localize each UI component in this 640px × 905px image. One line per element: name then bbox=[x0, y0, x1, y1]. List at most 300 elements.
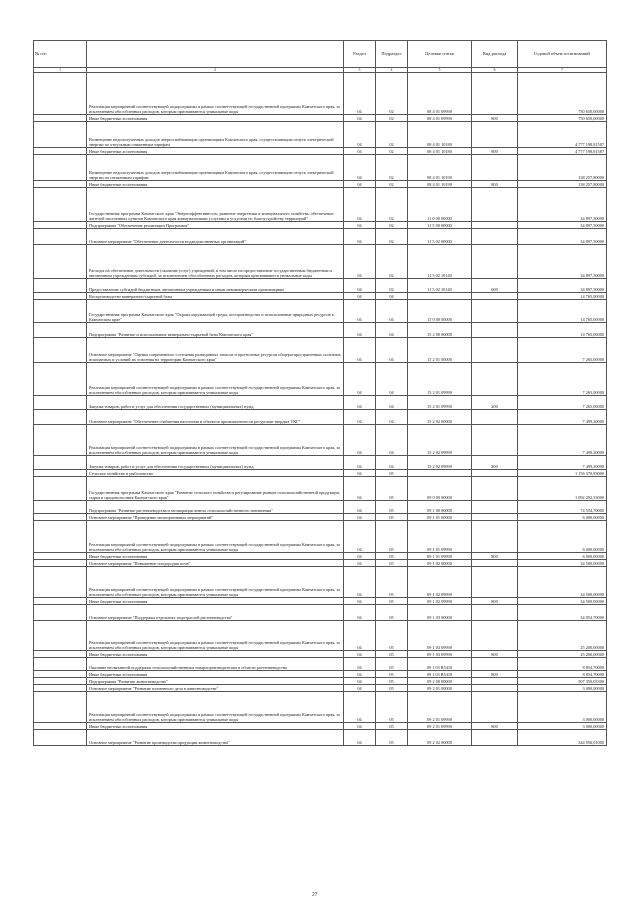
row-number-cell bbox=[34, 651, 87, 658]
row-name-cell: Основное мероприятие "Поддержка отдельных подотраслей растениеводства" bbox=[87, 605, 344, 621]
row-number-cell bbox=[34, 723, 87, 730]
row-target-article-cell: 15 0 00 00000 bbox=[408, 300, 472, 323]
row-name-cell: Закупка товаров, работ и услуг для обеспечения государственных (муниципальных) нужд bbox=[87, 456, 344, 470]
row-amount-cell: 6 000,00000 bbox=[518, 514, 607, 521]
row-podrazdel-cell: 05 bbox=[376, 678, 408, 685]
row-amount-cell: 34 054,70000 bbox=[518, 605, 607, 621]
row-name-cell: Основное мероприятие "Проведение мелиоративных мероприятий" bbox=[87, 514, 344, 521]
row-expense-type-cell bbox=[472, 293, 518, 300]
row-expense-type-cell: 200 bbox=[472, 396, 518, 410]
row-podrazdel-cell: 05 bbox=[376, 658, 408, 671]
row-razdel-cell: 04 bbox=[344, 514, 376, 521]
row-razdel-cell: 04 bbox=[344, 685, 376, 692]
row-target-article-cell: 09 1 01 00000 bbox=[408, 514, 472, 521]
row-number-cell bbox=[34, 115, 87, 122]
row-target-article-cell: 15 2 02 09990 bbox=[408, 456, 472, 470]
row-target-article-cell: 08 4 01 10190 bbox=[408, 155, 472, 181]
row-number-cell bbox=[34, 363, 87, 396]
row-razdel-cell: 04 bbox=[344, 396, 376, 410]
row-target-article-cell: 08 4 01 10190 bbox=[408, 181, 472, 188]
col-header-podrazdel: Подраздел bbox=[376, 41, 408, 68]
row-amount-cell: 14 765,00000 bbox=[518, 300, 607, 323]
table-row bbox=[34, 181, 607, 188]
table-row bbox=[34, 396, 607, 410]
row-amount-cell: 8 854,70000 bbox=[518, 658, 607, 671]
row-number-cell bbox=[34, 671, 87, 678]
row-target-article-cell: 08 4 01 10180 bbox=[408, 122, 472, 148]
row-podrazdel-cell: 05 bbox=[376, 567, 408, 598]
row-expense-type-cell bbox=[472, 73, 518, 115]
row-number-cell bbox=[34, 425, 87, 456]
row-name-cell: Иные бюджетные ассигнования bbox=[87, 181, 344, 188]
row-podrazdel-cell: 05 bbox=[376, 521, 408, 553]
row-expense-type-cell: 800 bbox=[472, 148, 518, 155]
row-name-cell: Закупка товаров, работ и услуг для обеспечения государственных (муниципальных) нужд bbox=[87, 396, 344, 410]
row-name-cell: Подпрограмма "Обеспечение реализации Программы" bbox=[87, 222, 344, 229]
table-row bbox=[34, 501, 607, 514]
row-podrazdel-cell: 02 bbox=[376, 181, 408, 188]
row-number-cell bbox=[34, 148, 87, 155]
row-podrazdel-cell: 05 bbox=[376, 730, 408, 746]
row-podrazdel-cell: 05 bbox=[376, 501, 408, 514]
row-amount-cell: 7 499,20000 bbox=[518, 456, 607, 470]
table-row bbox=[34, 553, 607, 560]
col-header-name bbox=[87, 41, 344, 68]
row-amount-cell: 14 765,00000 bbox=[518, 293, 607, 300]
row-target-article-cell: 15 2 01 00000 bbox=[408, 338, 472, 363]
row-number-cell bbox=[34, 456, 87, 470]
row-name-cell: Иные бюджетные ассигнования bbox=[87, 553, 344, 560]
table-row bbox=[34, 598, 607, 605]
row-amount-cell: 750 650,00000 bbox=[518, 115, 607, 122]
row-amount-cell: 34 500,00000 bbox=[518, 560, 607, 567]
row-podrazdel-cell: 02 bbox=[376, 188, 408, 222]
row-amount-cell: 4 777 198,81587 bbox=[518, 122, 607, 148]
table-row bbox=[34, 651, 607, 658]
row-amount-cell: 7 499,20000 bbox=[518, 425, 607, 456]
row-amount-cell: 25 200,00000 bbox=[518, 621, 607, 651]
row-amount-cell: 25 200,00000 bbox=[518, 651, 607, 658]
row-target-article-cell: 15 2 02 00000 bbox=[408, 410, 472, 425]
table-row bbox=[34, 323, 607, 338]
row-podrazdel-cell: 02 bbox=[376, 73, 408, 115]
row-name-cell: Иные бюджетные ассигнования bbox=[87, 598, 344, 605]
row-amount-cell: 3 000,00000 bbox=[518, 685, 607, 692]
row-name-cell: Основное мероприятие "Обеспечение снабжения населения и объектов промышленности ресурсами твердых ТКГ" bbox=[87, 410, 344, 425]
table-row bbox=[34, 73, 607, 115]
page-number: 27 bbox=[312, 892, 318, 898]
row-podrazdel-cell: 05 bbox=[376, 605, 408, 621]
table-row bbox=[34, 560, 607, 567]
row-name-cell: Подпрограмма "Развитие растениеводства и мелиорация земель сельскохозяйственного назначения" bbox=[87, 501, 344, 514]
row-razdel-cell: 04 bbox=[344, 651, 376, 658]
table-row bbox=[34, 425, 607, 456]
table-row bbox=[34, 477, 607, 501]
row-expense-type-cell: 800 bbox=[472, 598, 518, 605]
row-amount-cell: 34 897,50000 bbox=[518, 188, 607, 222]
row-razdel-cell: 04 bbox=[344, 222, 376, 229]
row-podrazdel-cell: 02 bbox=[376, 229, 408, 245]
row-amount-cell: 6 000,00000 bbox=[518, 521, 607, 553]
table-row bbox=[34, 279, 607, 293]
row-target-article-cell: 09 2 02 00000 bbox=[408, 730, 472, 746]
row-podrazdel-cell: 05 bbox=[376, 671, 408, 678]
row-expense-type-cell bbox=[472, 222, 518, 229]
row-razdel-cell: 04 bbox=[344, 730, 376, 746]
budget-table-sheet bbox=[33, 40, 606, 746]
row-amount-cell: 1 156 370,83000 bbox=[518, 470, 607, 477]
table-row bbox=[34, 605, 607, 621]
row-number-cell bbox=[34, 658, 87, 671]
row-number-cell bbox=[34, 553, 87, 560]
row-podrazdel-cell: 05 bbox=[376, 470, 408, 477]
row-razdel-cell: 04 bbox=[344, 477, 376, 501]
row-target-article-cell: 15 2 00 00000 bbox=[408, 323, 472, 338]
col-header-number: № п/п bbox=[34, 41, 87, 68]
table-row bbox=[34, 122, 607, 148]
table-row bbox=[34, 456, 607, 470]
row-name-cell: Реализация мероприятий соответствующей подпрограммы в рамках соответствующей государственной программы Камчатского края, за исключением обособленных расходов, которым присваиваются уникальные коды bbox=[87, 363, 344, 396]
row-amount-cell: 4 777 198,81587 bbox=[518, 148, 607, 155]
col-header-annual-amount: Годовой объем ассигнований bbox=[518, 41, 607, 68]
row-number-cell bbox=[34, 222, 87, 229]
row-razdel-cell: 04 bbox=[344, 323, 376, 338]
row-name-cell: Воспроизводство минерально-сырьевой базы bbox=[87, 293, 344, 300]
row-number-cell bbox=[34, 598, 87, 605]
row-name-cell: Основное мероприятие "Развитие производства продукции животноводства" bbox=[87, 730, 344, 746]
row-expense-type-cell: 600 bbox=[472, 279, 518, 293]
row-podrazdel-cell: 02 bbox=[376, 148, 408, 155]
row-podrazdel-cell: 04 bbox=[376, 323, 408, 338]
row-name-cell: Основное мероприятие "Повышение плодородия почв" bbox=[87, 560, 344, 567]
row-podrazdel-cell: 05 bbox=[376, 692, 408, 723]
row-razdel-cell: 04 bbox=[344, 363, 376, 396]
row-razdel-cell: 04 bbox=[344, 229, 376, 245]
row-podrazdel-cell: 02 bbox=[376, 155, 408, 181]
row-amount-cell: 34 500,00000 bbox=[518, 567, 607, 598]
row-name-cell: Реализация мероприятий соответствующей подпрограммы в рамках соответствующей государственной программы Камчатского края, за исключением обособленных расходов, которым присваиваются уникальные коды bbox=[87, 692, 344, 723]
row-number-cell bbox=[34, 521, 87, 553]
row-number-cell bbox=[34, 621, 87, 651]
row-expense-type-cell bbox=[472, 300, 518, 323]
row-expense-type-cell bbox=[472, 560, 518, 567]
row-podrazdel-cell: 05 bbox=[376, 723, 408, 730]
row-expense-type-cell bbox=[472, 188, 518, 222]
row-target-article-cell: 09 1 03 09990 bbox=[408, 621, 472, 651]
row-expense-type-cell: 800 bbox=[472, 181, 518, 188]
row-target-article-cell: 09 2 00 00000 bbox=[408, 678, 472, 685]
row-name-cell: Основное мероприятие "Обеспечение деятельности подведомственных организаций" bbox=[87, 229, 344, 245]
row-number-cell bbox=[34, 477, 87, 501]
table-row bbox=[34, 723, 607, 730]
row-name-cell: Возмещение недополученных доходов энергоснабжающим организациям Камчатского края, осуществляющим отпуск электрической энергии по отпускным сниженным тарифам bbox=[87, 122, 344, 148]
row-podrazdel-cell: 04 bbox=[376, 293, 408, 300]
row-number-cell bbox=[34, 410, 87, 425]
row-number-cell bbox=[34, 188, 87, 222]
budget-table bbox=[33, 40, 607, 746]
row-razdel-cell: 04 bbox=[344, 148, 376, 155]
table-row bbox=[34, 338, 607, 363]
table-row bbox=[34, 148, 607, 155]
table-row bbox=[34, 363, 607, 396]
row-target-article-cell: 08 4 01 09990 bbox=[408, 115, 472, 122]
row-expense-type-cell bbox=[472, 425, 518, 456]
row-expense-type-cell bbox=[472, 567, 518, 598]
row-target-article-cell: 15 2 01 09990 bbox=[408, 363, 472, 396]
row-razdel-cell: 04 bbox=[344, 293, 376, 300]
row-number-cell bbox=[34, 685, 87, 692]
row-number-cell bbox=[34, 122, 87, 148]
row-target-article-cell: 15 2 01 09990 bbox=[408, 396, 472, 410]
row-expense-type-cell: 200 bbox=[472, 456, 518, 470]
row-razdel-cell: 04 bbox=[344, 567, 376, 598]
row-expense-type-cell bbox=[472, 245, 518, 279]
table-row bbox=[34, 410, 607, 425]
row-target-article-cell: 09 1 01 09990 bbox=[408, 553, 472, 560]
row-expense-type-cell: 800 bbox=[472, 651, 518, 658]
row-number-cell bbox=[34, 692, 87, 723]
row-amount-cell: 7 265,00000 bbox=[518, 396, 607, 410]
row-target-article-cell: 09 2 01 09990 bbox=[408, 692, 472, 723]
row-amount-cell: 7 265,00000 bbox=[518, 338, 607, 363]
row-amount-cell: 7 265,00000 bbox=[518, 363, 607, 396]
table-row bbox=[34, 245, 607, 279]
row-podrazdel-cell: 04 bbox=[376, 410, 408, 425]
row-name-cell: Иные бюджетные ассигнования bbox=[87, 671, 344, 678]
row-expense-type-cell bbox=[472, 658, 518, 671]
row-podrazdel-cell: 04 bbox=[376, 300, 408, 323]
row-name-cell: Основное мероприятие "Развитие племенного дела в животноводстве" bbox=[87, 685, 344, 692]
column-number: 6 bbox=[472, 68, 518, 73]
row-amount-cell: 8 854,70000 bbox=[518, 671, 607, 678]
row-name-cell: Иные бюджетные ассигнования bbox=[87, 723, 344, 730]
row-podrazdel-cell: 05 bbox=[376, 477, 408, 501]
row-name-cell: Оказание несвязанной поддержки сельскохозяйственным товаропроизводителям в области растениеводства bbox=[87, 658, 344, 671]
row-podrazdel-cell: 05 bbox=[376, 560, 408, 567]
row-number-cell bbox=[34, 567, 87, 598]
row-expense-type-cell: 800 bbox=[472, 115, 518, 122]
row-amount-cell: 138 257,80000 bbox=[518, 181, 607, 188]
column-number: 1 bbox=[34, 68, 87, 73]
row-razdel-cell: 04 bbox=[344, 692, 376, 723]
table-row bbox=[34, 514, 607, 521]
row-name-cell: Иные бюджетные ассигнования bbox=[87, 115, 344, 122]
column-number: 7 bbox=[518, 68, 607, 73]
row-podrazdel-cell: 05 bbox=[376, 685, 408, 692]
row-number-cell bbox=[34, 605, 87, 621]
row-name-cell: Реализация мероприятий соответствующей подпрограммы в рамках соответствующей государственной программы Камчатского края, за исключением обособленных расходов, которым присваиваются уникальные коды bbox=[87, 621, 344, 651]
row-target-article-cell: 11 5 02 10140 bbox=[408, 245, 472, 279]
row-target-article-cell: 11 5 02 00000 bbox=[408, 229, 472, 245]
header-row bbox=[34, 41, 607, 68]
row-podrazdel-cell: 04 bbox=[376, 425, 408, 456]
table-row bbox=[34, 229, 607, 245]
row-target-article-cell: 09 1 03 00000 bbox=[408, 605, 472, 621]
row-expense-type-cell bbox=[472, 514, 518, 521]
row-razdel-cell: 04 bbox=[344, 456, 376, 470]
row-expense-type-cell bbox=[472, 477, 518, 501]
row-number-cell bbox=[34, 501, 87, 514]
row-expense-type-cell bbox=[472, 621, 518, 651]
row-expense-type-cell bbox=[472, 685, 518, 692]
row-amount-cell: 138 257,80000 bbox=[518, 155, 607, 181]
row-razdel-cell: 04 bbox=[344, 188, 376, 222]
row-target-article-cell: 08 4 01 09990 bbox=[408, 73, 472, 115]
row-podrazdel-cell: 05 bbox=[376, 553, 408, 560]
row-number-cell bbox=[34, 181, 87, 188]
row-number-cell bbox=[34, 470, 87, 477]
row-podrazdel-cell: 05 bbox=[376, 651, 408, 658]
row-amount-cell: 344 956,01000 bbox=[518, 730, 607, 746]
table-row bbox=[34, 658, 607, 671]
row-name-cell: Подпрограмма "Развитие животноводства" bbox=[87, 678, 344, 685]
row-podrazdel-cell: 05 bbox=[376, 621, 408, 651]
row-target-article-cell: 09 1 02 09990 bbox=[408, 567, 472, 598]
row-target-article-cell: 09 1 03 R5410 bbox=[408, 658, 472, 671]
row-razdel-cell: 04 bbox=[344, 300, 376, 323]
row-name-cell: Государственная программа Камчатского края "Охрана окружающей среды, воспроизводство и использование природных ресурсов в Камчатском крае" bbox=[87, 300, 344, 323]
row-expense-type-cell bbox=[472, 605, 518, 621]
table-row bbox=[34, 621, 607, 651]
row-name-cell: Подпрограмма "Развитие и использование минерально-сырьевой базы Камчатского края" bbox=[87, 323, 344, 338]
row-amount-cell: 750 650,00000 bbox=[518, 73, 607, 115]
row-razdel-cell: 04 bbox=[344, 181, 376, 188]
table-row bbox=[34, 115, 607, 122]
col-header-target-article: Целевая статья bbox=[408, 41, 472, 68]
row-target-article-cell: 11 0 00 00000 bbox=[408, 188, 472, 222]
row-expense-type-cell bbox=[472, 155, 518, 181]
row-name-cell: Предоставление субсидий бюджетным, автономным учреждениям и иным некоммерческим организациям bbox=[87, 279, 344, 293]
row-expense-type-cell bbox=[472, 678, 518, 685]
row-razdel-cell: 04 bbox=[344, 658, 376, 671]
row-number-cell bbox=[34, 678, 87, 685]
row-amount-cell: 7 499,20000 bbox=[518, 410, 607, 425]
row-expense-type-cell bbox=[472, 470, 518, 477]
table-row bbox=[34, 293, 607, 300]
row-expense-type-cell bbox=[472, 730, 518, 746]
row-expense-type-cell bbox=[472, 323, 518, 338]
table-body bbox=[34, 73, 607, 746]
table-row bbox=[34, 521, 607, 553]
row-podrazdel-cell: 04 bbox=[376, 456, 408, 470]
row-name-cell: Сельское хозяйство и рыболовство bbox=[87, 470, 344, 477]
row-number-cell bbox=[34, 323, 87, 338]
row-razdel-cell: 04 bbox=[344, 115, 376, 122]
row-podrazdel-cell: 02 bbox=[376, 122, 408, 148]
row-target-article-cell: 09 1 02 09990 bbox=[408, 598, 472, 605]
row-podrazdel-cell: 05 bbox=[376, 598, 408, 605]
table-row bbox=[34, 222, 607, 229]
row-name-cell: Основное мероприятие "Оценка современного состояния разведанных запасов и прогнозных ресурсов общераспространенных полезных ископаемых и условий их освоения на территории Камчатского края" bbox=[87, 338, 344, 363]
row-number-cell bbox=[34, 560, 87, 567]
row-amount-cell: 34 897,50000 bbox=[518, 279, 607, 293]
row-amount-cell: 1 092 292,53000 bbox=[518, 477, 607, 501]
row-expense-type-cell bbox=[472, 521, 518, 553]
row-number-cell bbox=[34, 338, 87, 363]
table-row bbox=[34, 155, 607, 181]
table-row bbox=[34, 692, 607, 723]
row-razdel-cell: 04 bbox=[344, 73, 376, 115]
table-row bbox=[34, 300, 607, 323]
row-target-article-cell: 08 4 01 10180 bbox=[408, 148, 472, 155]
row-expense-type-cell: 800 bbox=[472, 671, 518, 678]
row-razdel-cell: 04 bbox=[344, 338, 376, 363]
row-target-article-cell: 11 5 00 00000 bbox=[408, 222, 472, 229]
row-number-cell bbox=[34, 514, 87, 521]
row-target-article-cell: 09 2 01 09990 bbox=[408, 723, 472, 730]
row-target-article-cell: 09 1 02 00000 bbox=[408, 560, 472, 567]
row-expense-type-cell bbox=[472, 363, 518, 396]
row-name-cell: Реализация мероприятий соответствующей подпрограммы в рамках соответствующей государственной программы Камчатского края, за исключением обособленных расходов, которым присваиваются уникальные коды bbox=[87, 425, 344, 456]
row-amount-cell: 34 897,50000 bbox=[518, 229, 607, 245]
row-razdel-cell: 04 bbox=[344, 279, 376, 293]
row-name-cell: Иные бюджетные ассигнования bbox=[87, 148, 344, 155]
row-razdel-cell: 04 bbox=[344, 553, 376, 560]
row-amount-cell: 74 554,70000 bbox=[518, 501, 607, 514]
row-name-cell: Государственная программа Камчатского края "Энергоэффективность, развитие энергетики и коммунального хозяйства, обеспечение жителей населенных пунктов Камчатского края коммунальными услугами и услугами по благоустройству территорий" bbox=[87, 188, 344, 222]
row-target-article-cell: 15 2 02 09990 bbox=[408, 425, 472, 456]
row-podrazdel-cell: 02 bbox=[376, 115, 408, 122]
row-razdel-cell: 04 bbox=[344, 678, 376, 685]
table-row bbox=[34, 678, 607, 685]
row-amount-cell: 34 500,00000 bbox=[518, 598, 607, 605]
row-target-article-cell: 09 1 03 09990 bbox=[408, 651, 472, 658]
row-amount-cell: 507 350,03300 bbox=[518, 678, 607, 685]
row-target-article-cell: 11 5 02 10140 bbox=[408, 279, 472, 293]
row-podrazdel-cell: 04 bbox=[376, 363, 408, 396]
col-header-expense-type: Вид расхода bbox=[472, 41, 518, 68]
row-name-cell: Государственная программа Камчатского края "Развитие сельского хозяйства и регулирование рынков сельскохозяйственной продукции, сырья и продовольствия Камчатского края" bbox=[87, 477, 344, 501]
row-razdel-cell: 04 bbox=[344, 598, 376, 605]
row-target-article-cell: 09 1 00 00000 bbox=[408, 501, 472, 514]
row-razdel-cell: 04 bbox=[344, 245, 376, 279]
row-expense-type-cell bbox=[472, 229, 518, 245]
row-number-cell bbox=[34, 396, 87, 410]
row-razdel-cell: 04 bbox=[344, 723, 376, 730]
row-razdel-cell: 04 bbox=[344, 470, 376, 477]
row-razdel-cell: 04 bbox=[344, 410, 376, 425]
col-header-razdel: Раздел bbox=[344, 41, 376, 68]
row-expense-type-cell bbox=[472, 501, 518, 514]
row-expense-type-cell: 800 bbox=[472, 723, 518, 730]
row-razdel-cell: 04 bbox=[344, 501, 376, 514]
table-row bbox=[34, 470, 607, 477]
row-number-cell bbox=[34, 229, 87, 245]
row-amount-cell: 34 897,50000 bbox=[518, 222, 607, 229]
row-target-article-cell bbox=[408, 470, 472, 477]
row-name-cell: Расходы на обеспечение деятельности (оказание услуг) учреждений, в том числе на предоставление государственным бюджетным и автономным учреждениям субсидий, за исключением обособленных расходов, которым присваиваются уникальные коды bbox=[87, 245, 344, 279]
row-target-article-cell: 09 2 01 00000 bbox=[408, 685, 472, 692]
table-row bbox=[34, 730, 607, 746]
row-razdel-cell: 04 bbox=[344, 155, 376, 181]
row-amount-cell: 3 000,00000 bbox=[518, 723, 607, 730]
row-razdel-cell: 04 bbox=[344, 621, 376, 651]
row-expense-type-cell: 800 bbox=[472, 553, 518, 560]
row-amount-cell: 3 000,00000 bbox=[518, 692, 607, 723]
row-podrazdel-cell: 04 bbox=[376, 396, 408, 410]
row-name-cell: Реализация мероприятий соответствующей подпрограммы в рамках соответствующей государственной программы Камчатского края, за исключением обособленных расходов, которым присваиваются уникальные коды bbox=[87, 73, 344, 115]
row-name-cell: Возмещение недополученных доходов энергоснабжающим организациям Камчатского края, осуществляющим отпуск электрической энергии по сниженным тарифам bbox=[87, 155, 344, 181]
row-podrazdel-cell: 05 bbox=[376, 514, 408, 521]
row-name-cell: Иные бюджетные ассигнования bbox=[87, 651, 344, 658]
row-number-cell bbox=[34, 730, 87, 746]
row-razdel-cell: 04 bbox=[344, 521, 376, 553]
row-expense-type-cell bbox=[472, 410, 518, 425]
column-number: 2 bbox=[87, 68, 344, 73]
row-target-article-cell: 09 1 03 R5410 bbox=[408, 671, 472, 678]
row-razdel-cell: 04 bbox=[344, 605, 376, 621]
row-amount-cell: 6 000,00000 bbox=[518, 553, 607, 560]
